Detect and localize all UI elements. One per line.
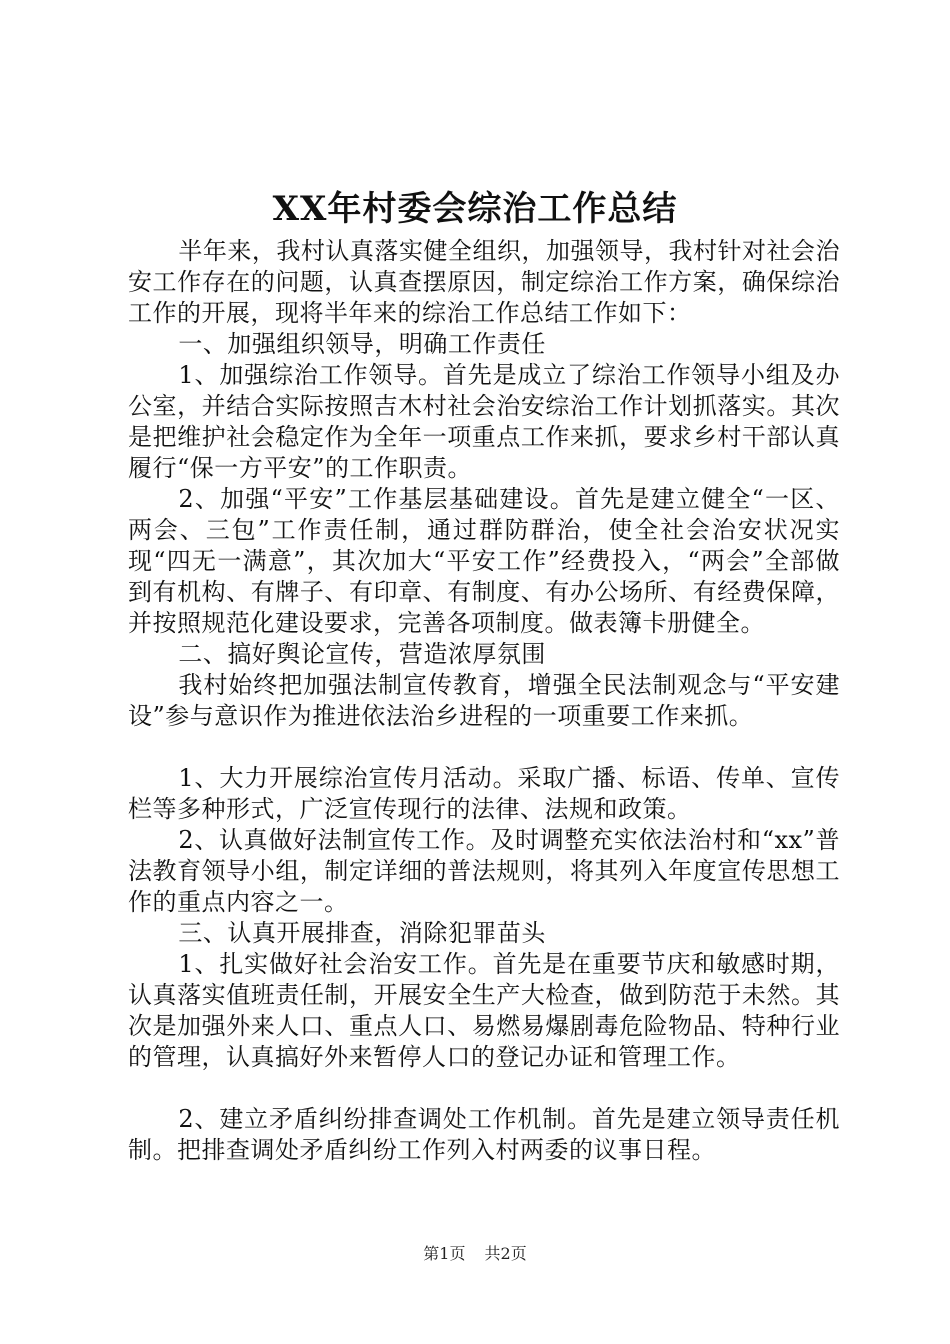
section-heading-3: 三、认真开展排查，消除犯罪苗头 — [178, 919, 546, 947]
paragraph: 2、认真做好法制宣传工作。及时调整充实依法治村和“xx”普法教育领导小组，制定详细的普法规则，将其列入年度宣传思想工作的重点内容之一。 — [128, 826, 840, 916]
paragraph: 我村始终把加强法制宣传教育，增强全民法制观念与“平安建设”参与意识作为推进依法治乡进程的一项重要工作来抓。 — [128, 671, 840, 730]
paragraph: 1、扎实做好社会治安工作。首先是在重要节庆和敏感时期，认真落实值班责任制，开展安全生产大检查，做到防范于未然。其次是加强外来人口、重点人口、易燃易爆剧毒危险物品、特种行业的管理，认真搞好外来暂停人口的登记办证和管理工作。 — [128, 950, 840, 1071]
paragraph: 2、加强“平安”工作基层基础建设。首先是建立健全“一区、两会、三包”工作责任制，通过群防群治，使全社会治安状况实现“四无一满意”，其次加大“平安工作”经费投入，“两会”全部做到有机构、有牌子、有印章、有制度、有办公场所、有经费保障，并按照规范化建设要求，完善各项制度。做表簿卡册健全。 — [128, 485, 840, 637]
page-number: 第1页 — [423, 1244, 466, 1263]
paragraph-intro: 半年来，我村认真落实健全组织，加强领导，我村针对社会治安工作存在的问题，认真查摆原因，制定综治工作方案，确保综治工作的开展，现将半年来的综治工作总结工作如下： — [128, 237, 840, 327]
document-body — [128, 236, 840, 1166]
paragraph: 1、大力开展综治宣传月活动。采取广播、标语、传单、宣传栏等多种形式，广泛宣传现行的法律、法规和政策。 — [128, 764, 840, 823]
page-total: 共2页 — [484, 1244, 527, 1263]
section-heading-2: 二、搞好舆论宣传，营造浓厚氛围 — [178, 640, 546, 668]
paragraph: 2、建立矛盾纠纷排查调处工作机制。首先是建立领导责任机制。把排查调处矛盾纠纷工作列入村两委的议事日程。 — [128, 1105, 840, 1164]
paragraph: 1、加强综治工作领导。首先是成立了综治工作领导小组及办公室，并结合实际按照吉木村社会治安综治工作计划抓落实。其次是把维护社会稳定作为全年一项重点工作来抓，要求乡村干部认真履行“保一方平安”的工作职责。 — [128, 361, 840, 482]
document-title: XX年村委会综治工作总结 — [272, 189, 678, 229]
section-heading-1: 一、加强组织领导，明确工作责任 — [178, 330, 546, 358]
page-footer — [0, 1244, 950, 1264]
